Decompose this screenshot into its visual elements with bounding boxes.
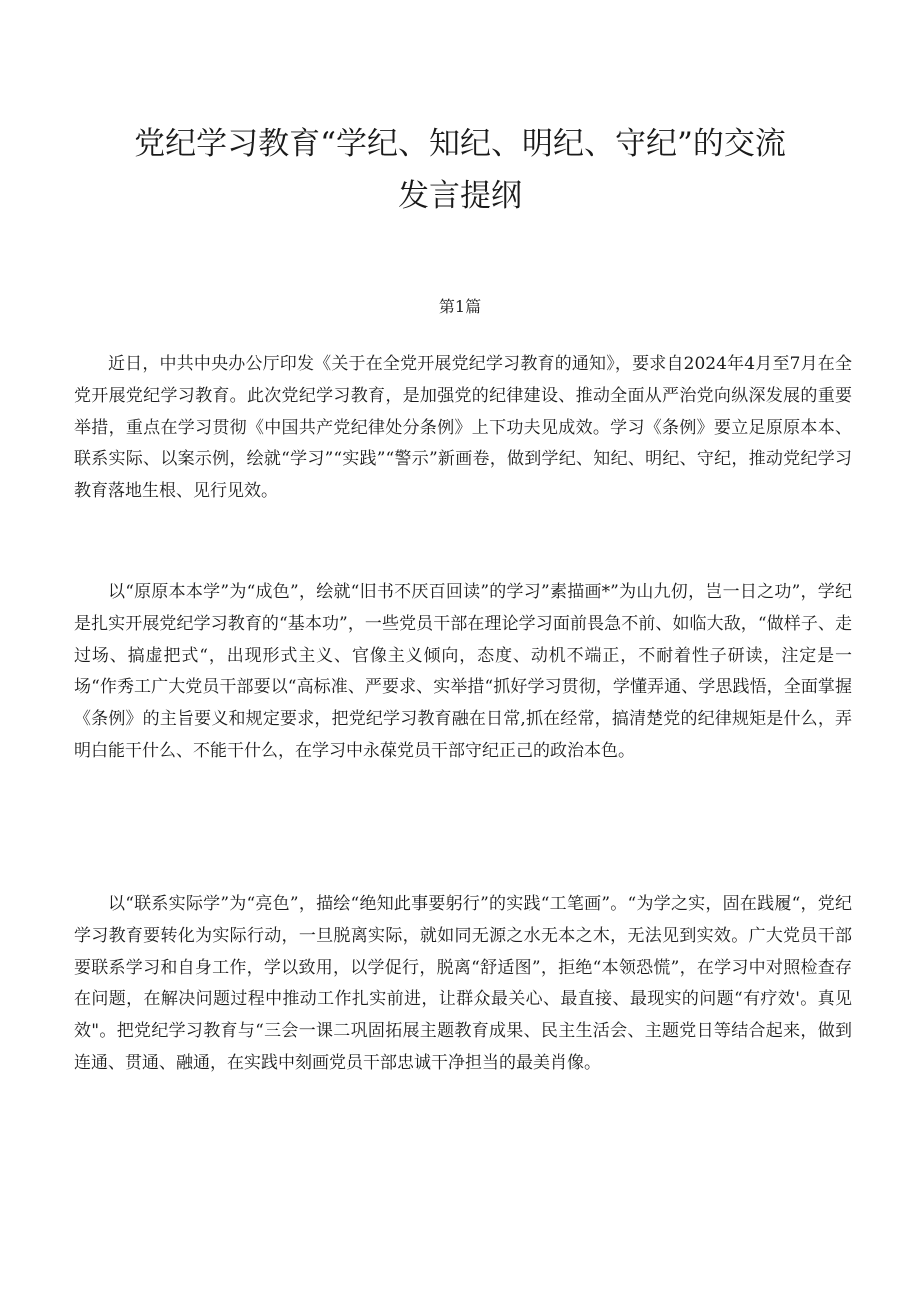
paragraph-2: 以“原原本本学”为“成色”，绘就“旧书不厌百回读”的学习”素描画*”为山九仞，岂一日之功”，学纪是扎实开展党纪学习教育的“基本功”，一些党员干部在理论学习面前畏急不前、如临大敌，“做样子、走过场、搞虚把式“，出现形式主义、官像主义倾向，态度、动机不端正，不耐着性子研读，注定是一场“作秀工广大党员干部要以“高标准、严要求、实举措“抓好学习贯彻，学懂弄通、学思践悟，全面掌握《条例》的主旨要义和规定要求，把党纪学习教育融在日常,抓在经常，搞清楚党的纪律规矩是什么，弄明白能干什么、不能干什么，在学习中永葆党员干部守纪正己的政治本色。 [74, 582, 852, 761]
paragraph-3: 以“联系实际学”为“亮色”，描绘“绝知此事要躬行”的实践“工笔画”。“为学之实，固在践履“，党纪学习教育要转化为实际行动，一旦脱离实际，就如同无源之水无本之木，无法见到实效。广大党员干部要联系学习和自身工作，学以致用，以学促行，脱离“舒适图”，拒绝“本领恐慌”，在学习中对照检查存在问题，在解决问题过程中推动工作扎实前进，让群众最关心、最直接、最现实的问题“有疗效'。真见效"。把党纪学习教育与“三会一课二巩固拓展主题教育成果、民主生活会、主题党日等结合起来，做到连通、贯通、融通，在实践中刻画党员干部忠诚干净担当的最美肖像。 [74, 894, 852, 1073]
title-line-1: 党纪学习教育“学纪、知纪、明纪、守纪”的交流 [134, 126, 786, 162]
section-label: 第1篇 [438, 297, 482, 316]
paragraph-1: 近日，中共中央办公厅印发《关于在全党开展党纪学习教育的通知》，要求自2024年4月至7月在全党开展党纪学习教育。此次党纪学习教育，是加强党的纪律建设、推动全面从严治党向纵深发展的重要举措，重点在学习贯彻《中国共产党纪律处分条例》上下功夫见成效。学习《条例》要立足原原本本、联系实际、以案示例，绘就“学习”“实践”“警示”新画卷，做到学纪、知纪、明纪、守纪，推动党纪学习教育落地生根、见行见效。 [74, 354, 852, 502]
title-line-2: 发言提纲 [398, 178, 522, 214]
document-title [60, 118, 860, 222]
